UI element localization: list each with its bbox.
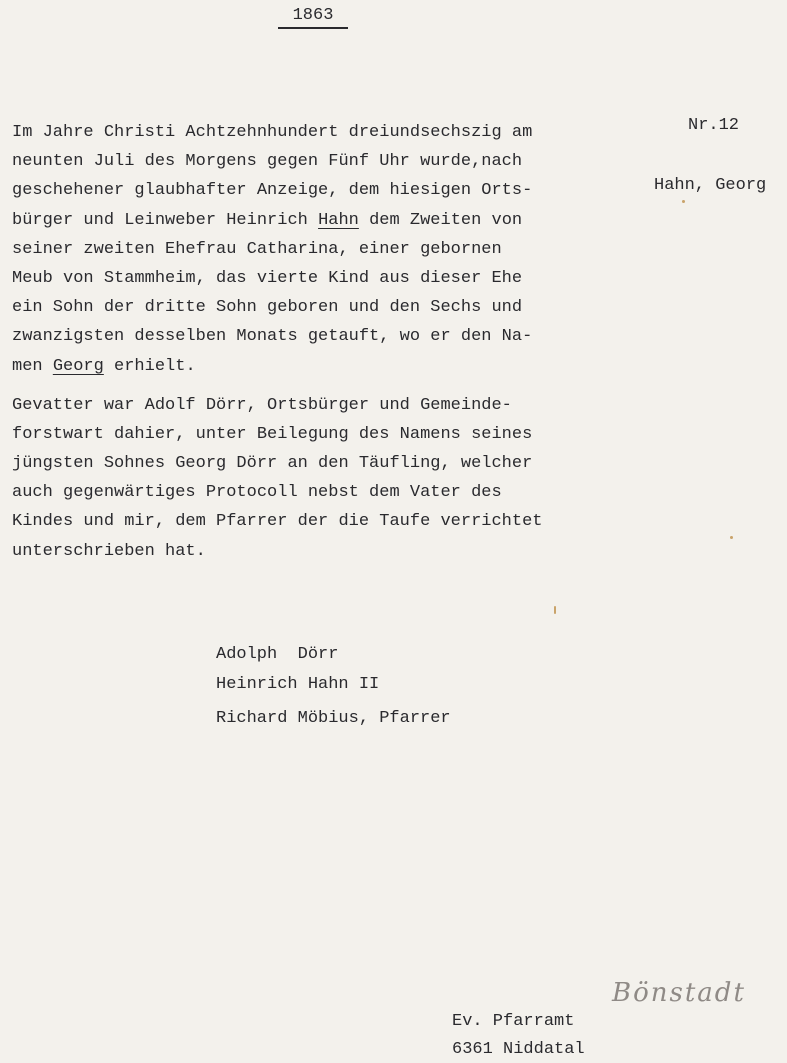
text-span: bürger und Leinweber Heinrich [12,210,319,230]
text-line: forstwart dahier, unter Beilegung des Namens seines [12,424,533,444]
text-line: auch gegenwärtiges Protocoll nebst dem Vater des [12,483,502,503]
given-name-underlined: Georg [52,356,104,376]
text-line [12,206,632,235]
text-line: Meub von Stammheim, das vierte Kind aus dieser Ehe [12,268,523,288]
text-line: seiner zweiten Ehefrau Catharina, einer gebornen [12,239,502,259]
entry-name: Hahn, Georg [654,176,767,195]
text-span: dem Zweiten von [358,210,523,230]
paper-speck [682,200,685,203]
text-line: geschehener glaubhafter Anzeige, dem hiesigen Orts- [12,181,533,201]
text-span: erhielt. [103,356,196,376]
text-line: ein Sohn der dritte Sohn geboren und den Sechs und [12,298,523,318]
record-text [12,118,632,566]
parish-office-line: Ev. Pfarramt [452,1012,575,1031]
entry-number: Nr.12 [688,116,740,135]
text-line: neunten Juli des Morgens gegen Fünf Uhr wurde,nach [12,152,523,172]
document-year: 1863 [278,6,348,29]
text-line: unterschrieben hat. [12,541,206,561]
surname-underlined: Hahn [318,210,359,230]
signature-pastor: Richard Möbius, Pfarrer [216,709,451,728]
signature-godfather: Adolph Dörr [216,645,339,664]
paragraph-gap [12,381,632,391]
text-line: Kindes und mir, dem Pfarrer der die Taufe verrichtet [12,512,543,532]
text-line: zwanzigsten desselben Monats getauft, wo er den Na- [12,327,533,347]
text-line: Gevatter war Adolf Dörr, Ortsbürger und Gemeinde- [12,395,512,415]
text-line: Im Jahre Christi Achtzehnhundert dreiundsechszig am [12,123,533,142]
paper-speck [730,536,733,539]
text-line [12,352,632,381]
paper-speck [554,606,556,614]
text-span: men [12,356,53,376]
handwritten-place-note: Bönstadt [612,978,746,1008]
signature-father: Heinrich Hahn II [216,675,380,694]
parish-location-line: 6361 Niddatal [452,1040,585,1059]
text-line: jüngsten Sohnes Georg Dörr an den Täufling, welcher [12,454,533,474]
